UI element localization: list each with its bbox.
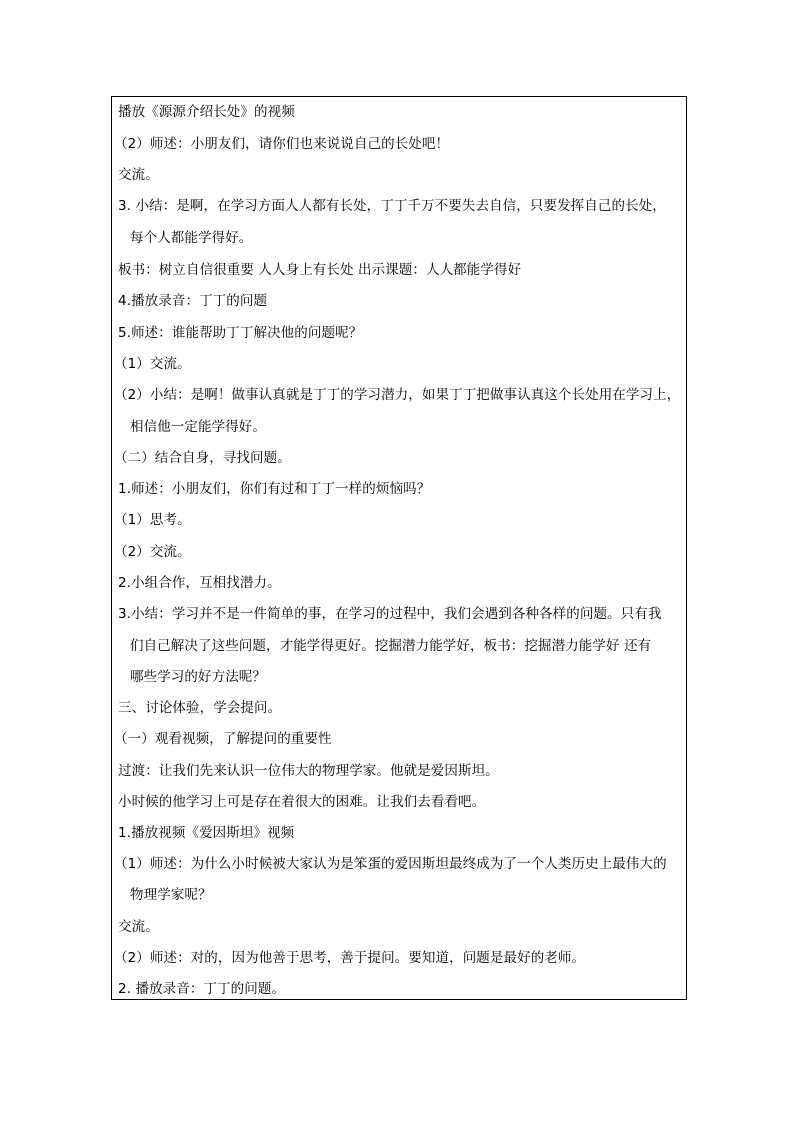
text-line: 1.师述：小朋友们，你们有过和丁丁一样的烦恼吗？	[118, 481, 431, 497]
text-line: 2. 播放录音：丁丁的问题。	[118, 981, 286, 997]
text-line: 1.播放视频《爱因斯坦》视频	[118, 825, 295, 841]
text-line: 相信他一定能学得好。	[130, 419, 266, 435]
text-line: 每个人都能学得好。	[130, 230, 253, 246]
text-line: 3. 小结：是啊，在学习方面人人都有长处，丁丁千万不要失去自信，只要发挥自己的长处，	[118, 198, 666, 214]
text-line: （2）交流。	[114, 544, 191, 560]
text-line: 过渡：让我们先来认识一位伟大的物理学家。他就是爱因斯坦。	[118, 763, 499, 779]
text-line: （1）思考。	[114, 512, 191, 528]
text-line: 小时候的他学习上可是存在着很大的困难。让我们去看看吧。	[118, 794, 486, 810]
text-line: 5.师述：谁能帮助丁丁解决他的问题呢？	[118, 325, 363, 341]
text-line: 2.小组合作，互相找潜力。	[118, 575, 281, 591]
text-line: （2）师述：对的，因为他善于思考，善于提问。要知道，问题是最好的老师。	[114, 950, 586, 966]
text-line: 们自己解决了这些问题，才能学得更好。挖掘潜力能学好，板书：挖掘潜力能学好 还有	[130, 638, 652, 654]
text-line: 3.小结：学习并不是一件简单的事，在学习的过程中，我们会遇到各种各样的问题。只有我	[118, 606, 662, 622]
text-line: 交流。	[118, 167, 159, 183]
text-line: （1）交流。	[114, 356, 191, 372]
text-line: （一）观看视频，了解提问的重要性	[114, 731, 332, 747]
text-line: 三、讨论体验，学会提问。	[118, 700, 282, 716]
text-line: （1）师述：为什么小时候被大家认为是笨蛋的爱因斯坦最终成为了一个人类历史上最伟大的	[114, 856, 667, 872]
text-line: （二）结合自身，寻找问题。	[114, 450, 291, 466]
text-line: 物理学家呢？	[130, 887, 212, 903]
text-line: 交流。	[118, 919, 159, 935]
text-line: 哪些学习的好方法呢？	[130, 669, 266, 685]
text-line: （2）师述：小朋友们，请你们也来说说自己的长处吧！	[114, 136, 450, 152]
text-line: 4.播放录音：丁丁的问题	[118, 293, 268, 309]
text-line: 播放《源源介绍长处》的视频	[118, 104, 295, 120]
text-line: （2）小结：是啊！做事认真就是丁丁的学习潜力，如果丁丁把做事认真这个长处用在学习上，	[114, 387, 681, 403]
text-line: 板书：树立自信很重要 人人身上有长处 出示课题：人人都能学得好	[118, 262, 522, 278]
